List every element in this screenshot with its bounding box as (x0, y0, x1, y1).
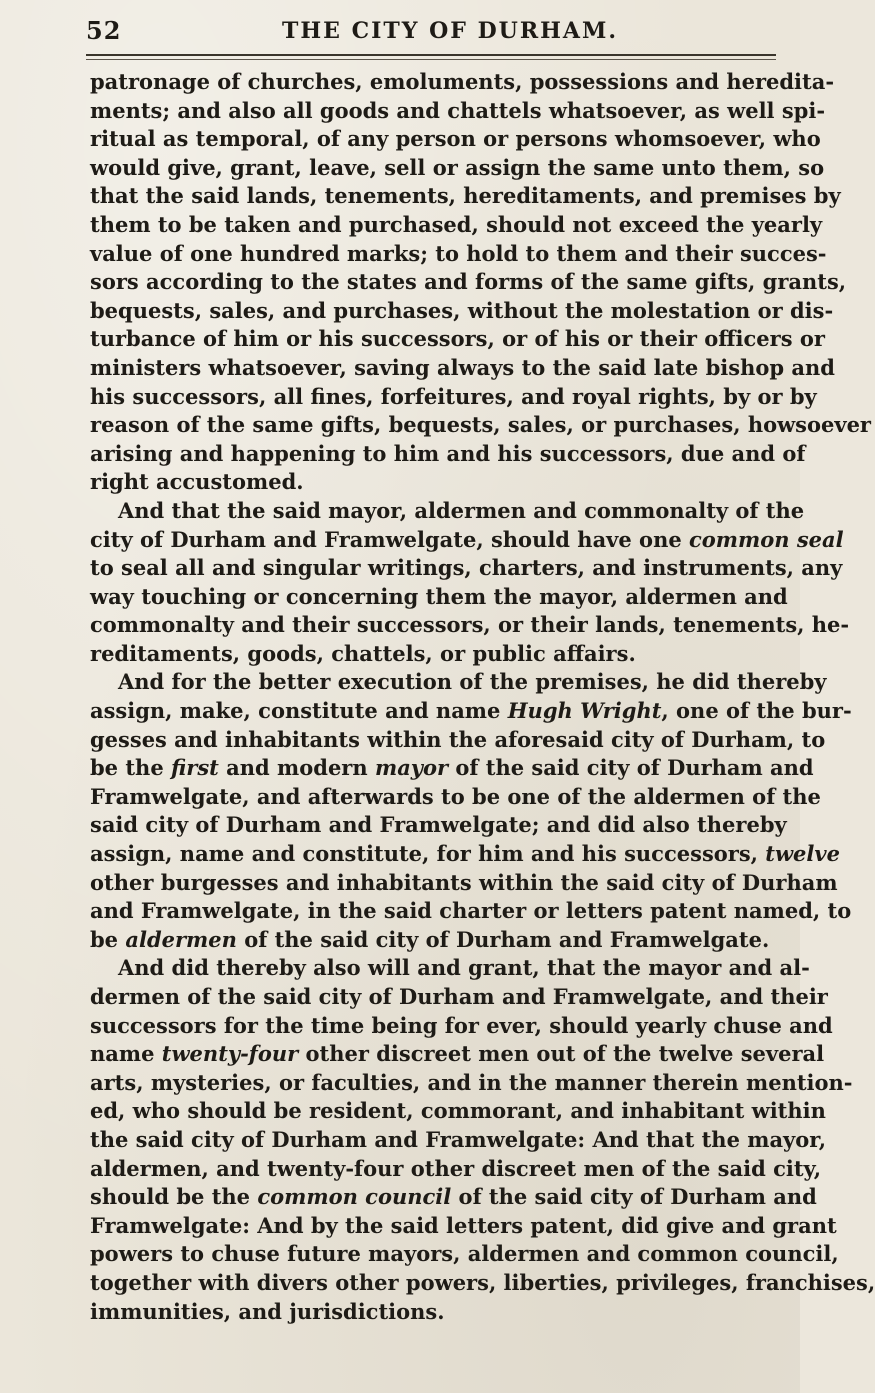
text-line: immunities, and jurisdictions. (90, 1298, 445, 1324)
text-line: them to be taken and purchased, should not exceed the yearly (90, 211, 823, 237)
text-line: commonalty and their successors, or their lands, tenements, he- (90, 612, 850, 638)
italic-phrase: first (171, 755, 219, 781)
running-title: THE CITY OF DURHAM. (282, 18, 618, 44)
text-line: And did thereby also will and grant, that the mayor and al- (118, 955, 810, 981)
text-line: ritual as temporal, of any person or persons whomsoever, who (90, 126, 821, 152)
text-line: arts, mysteries, or faculties, and in the manner therein mention- (90, 1069, 853, 1095)
italic-phrase: Hugh Wright (507, 698, 662, 724)
header-rule (86, 54, 776, 56)
italic-phrase: common council (257, 1184, 452, 1210)
text-line: sors according to the states and forms of the same gifts, grants, (90, 269, 847, 295)
header-rule-thin (86, 59, 776, 60)
page-number: 52 (86, 16, 122, 45)
page-header (86, 14, 776, 50)
text-line: arising and happening to him and his successors, due and of (90, 440, 806, 466)
text-line: value of one hundred marks; to hold to them and their succes- (90, 240, 827, 266)
italic-phrase: twelve (765, 841, 840, 867)
text-line: and Framwelgate, in the said charter or letters patent named, to (90, 898, 852, 924)
text-line: name twenty-four other discreet men out of the twelve several (90, 1041, 825, 1067)
text-line: ments; and also all goods and chattels whatsoever, as well spi- (90, 97, 826, 123)
text-line: successors for the time being for ever, should yearly chuse and (90, 1012, 833, 1038)
text-line: reason of the same gifts, bequests, sales, or purchases, howsoever (90, 412, 871, 438)
text-line: gesses and inhabitants within the aforesaid city of Durham, to (90, 726, 826, 752)
text-line: that the said lands, tenements, hereditaments, and premises by (90, 183, 841, 209)
text-line: assign, name and constitute, for him and his successors, twelve (90, 841, 840, 867)
text-line: Framwelgate: And by the said letters patent, did give and grant (90, 1212, 837, 1238)
text-line: assign, make, constitute and name Hugh Wright, one of the bur- (90, 698, 852, 724)
italic-phrase: mayor (374, 755, 449, 781)
text-line: to seal all and singular writings, charters, and instruments, any (90, 555, 843, 581)
text-line: other burgesses and inhabitants within the said city of Durham (90, 869, 838, 895)
text-line: bequests, sales, and purchases, without the molestation or dis- (90, 297, 834, 323)
italic-phrase: aldermen (125, 926, 237, 952)
text-line: aldermen, and twenty-four other discreet men of the said city, (90, 1155, 822, 1181)
italic-phrase: common seal (689, 526, 844, 552)
text-line: ed, who should be resident, commorant, and inhabitant within (90, 1098, 826, 1124)
text-line: ministers whatsoever, saving always to the said late bishop and (90, 354, 835, 380)
text-line: the said city of Durham and Framwelgate: And that the mayor, (90, 1126, 827, 1152)
text-line: together with divers other powers, liberties, privileges, franchises, (90, 1269, 875, 1295)
text-line: And for the better execution of the premises, he did thereby (118, 669, 827, 695)
text-line: reditaments, goods, chattels, or public affairs. (90, 640, 636, 666)
text-line: said city of Durham and Framwelgate; and did also thereby (90, 812, 787, 838)
text-line: turbance of him or his successors, or of his or their officers or (90, 326, 825, 352)
text-line: should be the common council of the said city of Durham and (90, 1184, 817, 1210)
text-line: be the first and modern mayor of the said city of Durham and (90, 755, 814, 781)
body-text (90, 68, 875, 1326)
text-line: city of Durham and Framwelgate, should have one common seal (90, 526, 844, 552)
text-line: dermen of the said city of Durham and Framwelgate, and their (90, 984, 828, 1009)
text-line: would give, grant, leave, sell or assign the same unto them, so (90, 154, 825, 180)
text-line: powers to chuse future mayors, aldermen and common council, (90, 1241, 839, 1267)
italic-phrase: twenty-four (161, 1041, 299, 1067)
text-line: Framwelgate, and afterwards to be one of the aldermen of the (90, 783, 821, 809)
text-line: be aldermen of the said city of Durham and Framwelgate. (90, 926, 770, 952)
text-line: way touching or concerning them the mayor, aldermen and (90, 583, 788, 609)
text-line: patronage of churches, emoluments, possessions and heredita- (90, 69, 835, 94)
text-line: And that the said mayor, aldermen and commonalty of the (118, 497, 805, 523)
text-line: his successors, all fines, forfeitures, and royal rights, by or by (90, 383, 817, 409)
text-line: right accustomed. (90, 469, 304, 495)
